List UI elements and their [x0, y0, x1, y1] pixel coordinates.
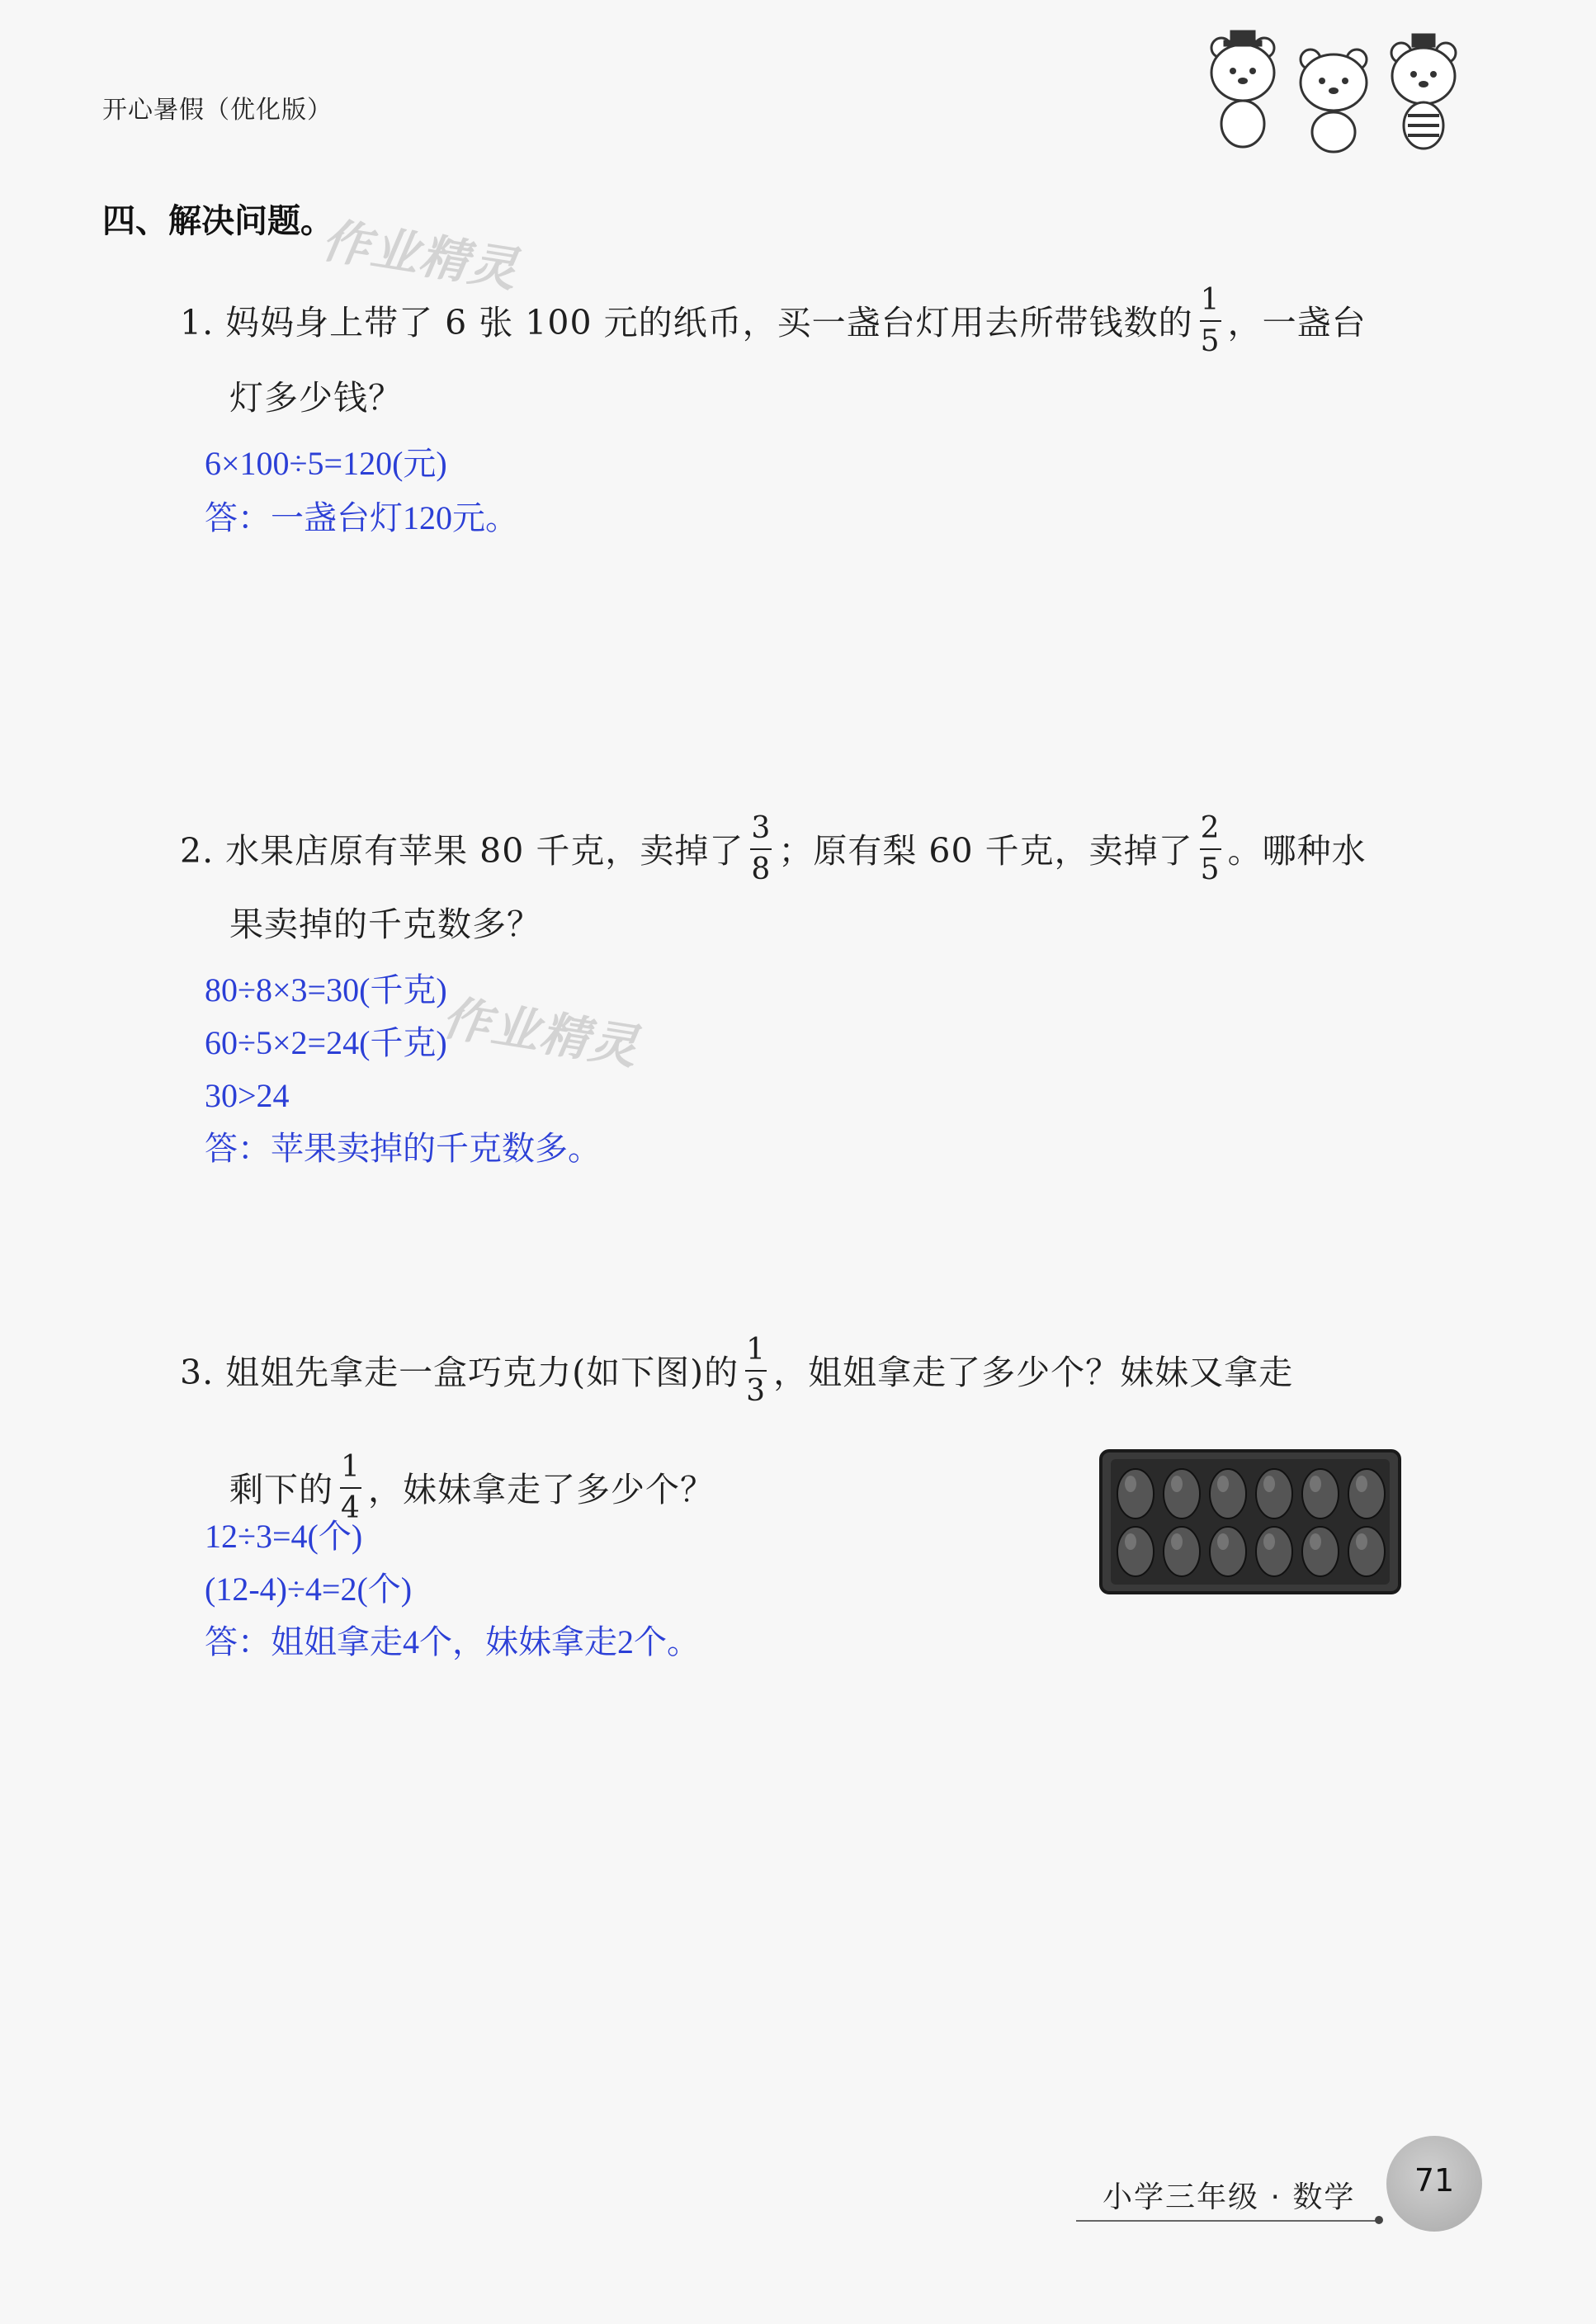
bear-mascots-illustration	[1188, 23, 1477, 155]
fraction-denominator: 5	[1200, 852, 1221, 886]
fraction	[1200, 812, 1221, 886]
question-text: 妈妈身上带了 6 张 100 元的纸币，买一盏台灯用去所带钱数的	[225, 303, 1193, 343]
question-1-line-1	[180, 283, 1367, 362]
watermark-middle: 作业精灵	[438, 989, 644, 1076]
fraction	[340, 1451, 361, 1524]
question-text-tail: 。哪种水	[1227, 831, 1367, 872]
question-2-line-1	[180, 811, 1367, 890]
question-text: 姐姐先拿走一盒巧克力(如下图)的	[225, 1353, 739, 1393]
question-3-line-1	[180, 1333, 1294, 1412]
question-number: 2.	[180, 831, 215, 872]
question-text-tail: ，妹妹拿走了多少个？	[368, 1470, 715, 1510]
fraction-numerator: 1	[341, 1450, 361, 1484]
fraction-bar	[340, 1487, 361, 1489]
fraction-bar	[1200, 848, 1221, 850]
fraction-denominator: 8	[751, 852, 772, 886]
fraction	[750, 812, 772, 886]
answer-line: 80÷8×3=30(千克)	[205, 971, 447, 1008]
fraction	[745, 1334, 767, 1407]
fraction-numerator: 3	[751, 811, 772, 845]
bear-middle	[1301, 50, 1367, 152]
answer-line: 答：姐姐拿走4个，妹妹拿走2个。	[205, 1623, 700, 1660]
fraction-denominator: 4	[341, 1490, 361, 1525]
question-number: 1.	[180, 303, 215, 343]
footer-dot	[1375, 2216, 1383, 2224]
chocolate-box-image	[1098, 1448, 1403, 1596]
question-text: 水果店原有苹果 80 千克，卖掉了	[225, 831, 744, 872]
page-number: 71	[1414, 2162, 1455, 2199]
footer-divider	[1076, 2220, 1381, 2222]
fraction-numerator: 2	[1200, 811, 1221, 845]
question-text: 剩下的	[229, 1470, 333, 1510]
answer-line: (12-4)÷4=2(个)	[205, 1571, 413, 1608]
answer-line: 60÷5×2=24(千克)	[205, 1024, 447, 1061]
fraction-denominator: 3	[746, 1373, 767, 1408]
question-text-tail: ，姐姐拿走了多少个？妹妹又拿走	[773, 1353, 1294, 1393]
question-number: 3.	[180, 1353, 215, 1393]
question-text-middle: ；原有梨 60 千克，卖掉了	[778, 831, 1193, 872]
bear-right	[1391, 35, 1456, 149]
answer-line: 答：一盏台灯120元。	[205, 499, 518, 536]
answer-line: 12÷3=4(个)	[205, 1518, 363, 1555]
watermark-top: 作业精灵	[318, 211, 523, 299]
answer-line: 答：苹果卖掉的千克数多。	[205, 1130, 601, 1167]
header-title: 开心暑假（优化版）	[102, 96, 333, 125]
fraction-bar	[1200, 320, 1221, 322]
fraction	[1200, 284, 1221, 357]
fraction-bar	[745, 1370, 767, 1372]
section-title: 四、解决问题。	[102, 202, 333, 240]
answer-line: 30>24	[205, 1077, 290, 1114]
question-1-line-2: 灯多少钱？	[229, 378, 403, 418]
fraction-numerator: 1	[1200, 283, 1221, 317]
bear-left	[1211, 31, 1274, 147]
fraction-numerator: 1	[746, 1333, 767, 1367]
fraction-bar	[750, 848, 772, 850]
question-2-line-2: 果卖掉的千克数多？	[229, 905, 541, 944]
answer-line: 6×100÷5=120(元)	[205, 445, 447, 482]
fraction-denominator: 5	[1200, 324, 1221, 358]
question-text-tail: ，一盏台	[1227, 303, 1367, 343]
footer-subject: 小学三年级 · 数学	[1103, 2180, 1356, 2214]
